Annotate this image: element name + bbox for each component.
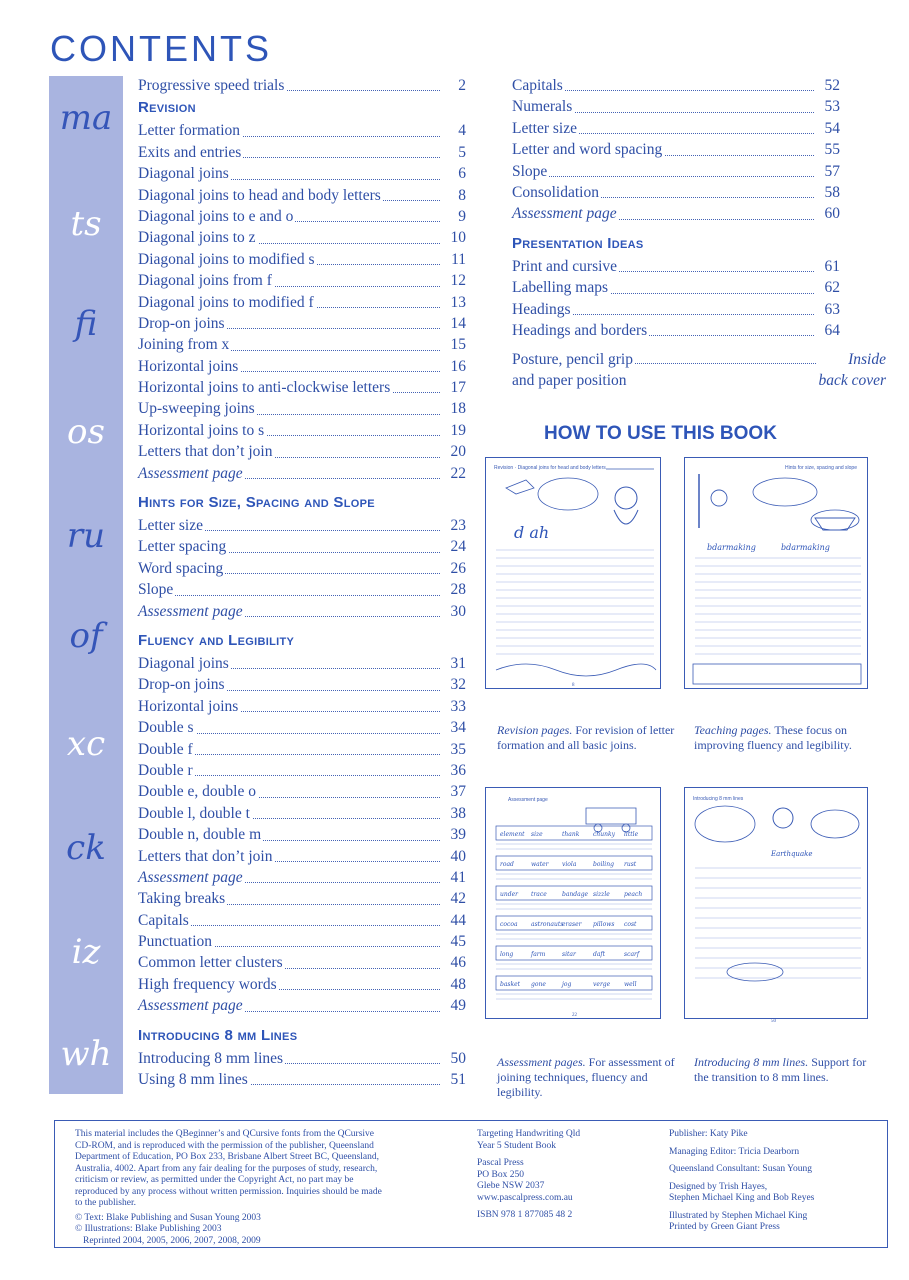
contents-entry — [138, 515, 466, 536]
entry-page-number: 9 — [440, 206, 466, 227]
thumb-header-text: Assessment page — [508, 797, 548, 803]
entry-page-number: 32 — [440, 674, 466, 695]
text-credit: © Text: Blake Publishing and Susan Young 2003 — [75, 1212, 261, 1223]
entry-label: Capitals — [138, 911, 189, 929]
contents-entry — [512, 182, 840, 203]
entry-page-number: 60 — [814, 203, 840, 224]
strip-letter: ts — [70, 204, 102, 244]
contents-entry — [512, 277, 840, 298]
contents-entry — [512, 203, 840, 224]
contents-entry — [138, 952, 466, 973]
thumb-word: jog — [562, 981, 572, 988]
contents-entry-posture — [512, 349, 886, 393]
contents-entry — [138, 142, 466, 163]
contents-entry — [512, 96, 840, 117]
entry-page-number: back cover — [818, 372, 886, 390]
contents-entry — [138, 334, 466, 355]
entry-page-number: 4 — [440, 120, 466, 141]
thumb-word: trace — [531, 891, 547, 898]
section-heading: Revision — [138, 99, 196, 117]
thumb-word: sizzle — [593, 891, 610, 898]
entry-page-number: 57 — [814, 161, 840, 182]
entry-page-number: 17 — [440, 377, 466, 398]
entry-label: Assessment page — [138, 464, 243, 482]
entry-label: Diagonal joins to head and body letters — [138, 186, 381, 204]
contents-entry — [138, 824, 466, 845]
thumb-word: element — [500, 831, 525, 838]
contents-entry — [138, 249, 466, 270]
contents-entry — [138, 803, 466, 824]
entry-page-number: 52 — [814, 75, 840, 96]
credits: Publisher: Katy Pike Managing Editor: Tricia Dearborn Queensland Consultant: Susan Young Designed by Trish Hayes, Stephen Michael King and Bob Reyes Illustrated by Stephen Michael King Printed by Green Giant Press — [669, 1129, 815, 1232]
contents-entry — [138, 579, 466, 600]
entry-page-number: 39 — [440, 824, 466, 845]
contents-right-column — [512, 75, 886, 393]
contents-entry — [138, 601, 466, 622]
entry-label: Horizontal joins — [138, 357, 239, 375]
contents-entry — [512, 118, 840, 139]
strip-letter: ma — [59, 98, 113, 138]
entry-label: Joining from x — [138, 336, 230, 354]
contents-entry — [138, 653, 466, 674]
contents-entry — [138, 292, 466, 313]
entry-page-number: 15 — [440, 334, 466, 355]
entry-page-number: 14 — [440, 313, 466, 334]
entry-label: Double n, double m — [138, 826, 262, 844]
entry-label: Assessment page — [138, 997, 243, 1015]
entry-label: Horizontal joins to s — [138, 421, 265, 439]
entry-page-number: 50 — [440, 1048, 466, 1069]
entry-page-number: 5 — [440, 142, 466, 163]
thumb-word: viola — [562, 861, 577, 868]
section-heading: Hints for Size, Spacing and Slope — [138, 494, 375, 512]
entry-label: Letters that don’t join — [138, 847, 273, 865]
teaching-page-thumbnail — [684, 457, 868, 689]
entry-label: Posture, pencil grip — [512, 351, 633, 369]
entry-label: High frequency words — [138, 975, 277, 993]
entry-page-number: 63 — [814, 299, 840, 320]
entry-page-number: 23 — [440, 515, 466, 536]
entry-label: Introducing 8 mm lines — [138, 1049, 284, 1067]
isbn: ISBN 978 1 877085 48 2 — [477, 1210, 573, 1220]
contents-entry — [138, 674, 466, 695]
entry-label: Letter formation — [138, 122, 240, 140]
contents-entry — [512, 299, 840, 320]
entry-label: Diagonal joins to modified f — [138, 293, 314, 311]
contents-entry — [138, 463, 466, 484]
entry-page-number: 33 — [440, 696, 466, 717]
caption-eight-mm: Introducing 8 mm lines. Support for the transition to 8 mm lines. — [694, 1055, 867, 1084]
strip-letter: wh — [60, 1034, 112, 1074]
entry-page-number: 37 — [440, 781, 466, 802]
thumb-word: basket — [500, 981, 521, 988]
contents-entry — [138, 313, 466, 334]
thumb-word: peach — [624, 891, 643, 898]
thumb-header-text: Introducing 8 mm lines — [693, 796, 744, 802]
entry-label: Headings and borders — [512, 321, 648, 339]
copyright-line: This material includes the QBeginner’s and QCursive fonts from the QCursive — [75, 1129, 375, 1139]
copyright-line: criticism or review, as permitted under the Copyright Act, no part may be — [75, 1175, 354, 1185]
entry-page-number: 49 — [440, 995, 466, 1016]
entry-label: Diagonal joins — [138, 165, 229, 183]
entry-page-number: 30 — [440, 601, 466, 622]
entry-page-number: 38 — [440, 803, 466, 824]
entry-label: Diagonal joins from f — [138, 272, 272, 290]
contents-entry — [138, 185, 466, 206]
entry-page-number: 2 — [440, 75, 466, 96]
entry-page-number: 54 — [814, 118, 840, 139]
entry-page-number: 46 — [440, 952, 466, 973]
entry-label: Numerals — [512, 98, 573, 116]
contents-entry — [138, 910, 466, 931]
contents-entry — [138, 536, 466, 557]
contents-entry — [138, 888, 466, 909]
entry-label: Progressive speed trials — [138, 77, 285, 94]
thumb-word: astronauts — [531, 921, 564, 928]
entry-label: Double s — [138, 719, 194, 737]
contents-entry — [138, 696, 466, 717]
strip-letter: os — [67, 412, 105, 452]
contents-entry — [138, 781, 466, 802]
entry-page-number: 26 — [440, 558, 466, 579]
entry-page-number: 20 — [440, 441, 466, 462]
entry-label: Letters that don’t join — [138, 443, 273, 461]
contents-entry — [138, 377, 466, 398]
reprint-line: Reprinted 2004, 2005, 2006, 2007, 2008, 2009 — [83, 1235, 261, 1246]
contents-entry — [138, 867, 466, 888]
contents-entry — [138, 356, 466, 377]
entry-label: Assessment page — [138, 868, 243, 886]
contents-entry — [138, 739, 466, 760]
section-heading: Presentation Ideas — [512, 234, 644, 252]
thumb-word: bdarmaking — [781, 543, 830, 552]
contents-entry — [138, 441, 466, 462]
entry-page-number: 41 — [440, 867, 466, 888]
thumb-word: rust — [624, 861, 637, 868]
contents-entry — [138, 1069, 466, 1090]
entry-label: Drop-on joins — [138, 676, 225, 694]
contents-entry — [512, 256, 840, 277]
copyright-line: CD-ROM, and is reproduced with the permission of the publisher, Queensland — [75, 1140, 374, 1151]
strip-letter: ck — [66, 828, 106, 868]
imprint-box — [54, 1120, 888, 1248]
entry-page-number: 12 — [440, 270, 466, 291]
entry-page-number: 31 — [440, 653, 466, 674]
entry-page-number: 16 — [440, 356, 466, 377]
entry-label: Diagonal joins to modified s — [138, 250, 315, 268]
book-details: Targeting Handwriting Qld Year 5 Student Book Pascal Press PO Box 250 Glebe NSW 2037 www.pascalpress.com.au ISBN 978 1 877085 48 2 — [477, 1129, 581, 1220]
thumb-word: bdarmaking — [707, 543, 756, 552]
entry-label: Consolidation — [512, 183, 599, 201]
copyright-line: to the publisher. — [75, 1198, 136, 1208]
entry-page-number: 48 — [440, 974, 466, 995]
copyright-line: Department of Education, PO Box 233, Brisbane Albert Street BC, Queensland, — [75, 1152, 379, 1162]
entry-page-number: 28 — [440, 579, 466, 600]
copyright-line: reproduced by any process without written permission. Inquiries should be made — [75, 1186, 382, 1197]
entry-label: and paper position — [512, 372, 627, 390]
entry-page-number: 8 — [440, 185, 466, 206]
eight-mm-page-thumbnail — [684, 787, 868, 1024]
entry-label: Assessment page — [138, 602, 243, 620]
contents-entry — [138, 163, 466, 184]
strip-letter: xc — [66, 724, 106, 764]
contents-entry — [138, 75, 466, 96]
entry-label: Labelling maps — [512, 279, 608, 297]
thumb-word: under — [500, 891, 518, 898]
thumb-word: well — [624, 981, 637, 988]
thumb-word: long — [500, 951, 514, 958]
decorative-letter-strip — [49, 76, 123, 1094]
thumb-word: cocoa — [500, 921, 518, 928]
entry-page-number: 53 — [814, 96, 840, 117]
entry-page-number: 55 — [814, 139, 840, 160]
thumb-page-number: 50 — [771, 1019, 776, 1024]
contents-entry — [138, 398, 466, 419]
thumb-word: size — [531, 831, 543, 838]
thumb-word: scarf — [624, 951, 640, 958]
entry-label: Headings — [512, 300, 571, 318]
thumb-word: sitar — [562, 951, 576, 958]
strip-letter: of — [69, 616, 103, 656]
entry-page-number: 34 — [440, 717, 466, 738]
dot-leader — [138, 595, 440, 596]
contents-entry — [512, 320, 840, 341]
entry-page-number: 62 — [814, 277, 840, 298]
contents-entry — [138, 760, 466, 781]
strip-letter: ru — [66, 516, 106, 556]
copyright-line: Australia, 4002. Apart from any fair dealing for the purposes of study, research, — [75, 1163, 378, 1174]
thumb-word: farm — [531, 951, 546, 958]
entry-label: Letter and word spacing — [512, 141, 663, 159]
thumb-word: cost — [624, 921, 637, 928]
entry-page-number: 22 — [440, 463, 466, 484]
contents-entry — [512, 75, 840, 96]
assessment-page-thumbnail — [485, 787, 661, 1019]
strip-letter: fi — [74, 304, 98, 344]
thumb-header-text: Revision · Diagonal joins for head and body letters — [494, 465, 606, 471]
entry-label: Up-sweeping joins — [138, 400, 255, 418]
entry-page-number: 6 — [440, 163, 466, 184]
contents-entry — [138, 846, 466, 867]
entry-label: Capitals — [512, 77, 563, 94]
entry-page-number: 45 — [440, 931, 466, 952]
contents-entry — [138, 120, 466, 141]
entry-label: Letter spacing — [138, 538, 227, 556]
entry-label: Assessment page — [512, 205, 617, 223]
entry-label: Diagonal joins to z — [138, 229, 256, 247]
entry-page-number: 10 — [440, 227, 466, 248]
revision-page-thumbnail — [485, 457, 661, 689]
contents-entry — [138, 931, 466, 952]
thumb-big-letters: d ah — [514, 523, 550, 542]
thumb-page-number: 8 — [572, 683, 575, 688]
thumb-page-number: 22 — [572, 1013, 577, 1018]
entry-label: Double e, double o — [138, 783, 256, 801]
entry-page-number: 42 — [440, 888, 466, 909]
section-heading: Fluency and Legibility — [138, 631, 295, 649]
entry-page-number: 58 — [814, 182, 840, 203]
entry-label: Word spacing — [138, 559, 224, 577]
entry-label: Exits and entries — [138, 143, 242, 161]
contents-entry — [138, 270, 466, 291]
thumb-word: pillows — [593, 921, 615, 928]
entry-label: Common letter clusters — [138, 954, 283, 972]
thumb-word: daft — [593, 951, 606, 958]
entry-page-number: 44 — [440, 910, 466, 931]
entry-label: Slope — [138, 581, 174, 599]
entry-page-number: 18 — [440, 398, 466, 419]
dot-leader — [512, 176, 814, 177]
entry-label: Drop-on joins — [138, 314, 225, 332]
entry-page-number: 11 — [440, 249, 466, 270]
thumb-word: boiling — [593, 861, 614, 868]
thumb-header-text: Hints for size, spacing and slope — [785, 465, 857, 471]
entry-page-number: 19 — [440, 420, 466, 441]
contents-left-column — [138, 75, 466, 1090]
entry-label: Diagonal joins — [138, 654, 229, 672]
entry-page-number: 35 — [440, 739, 466, 760]
entry-label: Print and cursive — [512, 257, 618, 275]
entry-page-number: 61 — [814, 256, 840, 277]
contents-entry — [512, 139, 840, 160]
entry-page-number: 40 — [440, 846, 466, 867]
entry-label: Punctuation — [138, 933, 213, 951]
contents-entry — [138, 420, 466, 441]
thumb-word: road — [500, 861, 514, 868]
page-title: CONTENTS — [50, 28, 272, 69]
thumb-word: water — [531, 861, 549, 868]
entry-page-number: 13 — [440, 292, 466, 313]
how-to-heading: HOW TO USE THIS BOOK — [544, 423, 777, 444]
entry-label: Letter size — [138, 517, 203, 535]
contents-entry — [138, 995, 466, 1016]
entry-page-number: 51 — [440, 1069, 466, 1090]
entry-label: Diagonal joins to e and o — [138, 207, 294, 225]
thumb-word: eraser — [562, 921, 582, 928]
entry-page-number: 64 — [814, 320, 840, 341]
thumb-word: thank — [562, 831, 580, 838]
entry-label: Double l, double t — [138, 804, 250, 822]
illustration-credit: © Illustrations: Blake Publishing 2003 — [75, 1224, 222, 1234]
entry-label: Horizontal joins to anti-clockwise letters — [138, 379, 391, 397]
contents-entry — [512, 161, 840, 182]
thumb-word: chunky — [593, 831, 615, 838]
thumb-word: gone — [531, 981, 546, 988]
thumb-word: bandage — [562, 891, 589, 898]
caption-revision: Revision pages. For revision of letter formation and all basic joins. — [497, 723, 675, 752]
copyright-notice — [75, 1129, 382, 1247]
contents-entry — [138, 974, 466, 995]
entry-label: Using 8 mm lines — [138, 1071, 248, 1089]
entry-page-number: 36 — [440, 760, 466, 781]
caption-assessment: Assessment pages. For assessment of joining techniques, fluency and legibility. — [497, 1055, 675, 1099]
thumb-word: verge — [593, 981, 611, 988]
entry-label: Taking breaks — [138, 890, 226, 908]
contents-entry — [138, 558, 466, 579]
strip-letter: iz — [71, 932, 101, 972]
thumb-word: little — [624, 831, 639, 838]
thumb-word: Earthquake — [771, 850, 813, 858]
entry-page-number: Inside — [848, 351, 886, 369]
contents-entry — [138, 206, 466, 227]
section-heading: Introducing 8 mm Lines — [138, 1026, 298, 1044]
contents-entry — [138, 1048, 466, 1069]
entry-label: Double f — [138, 740, 193, 758]
entry-page-number: 24 — [440, 536, 466, 557]
contents-entry — [138, 227, 466, 248]
contents-entry — [138, 717, 466, 738]
entry-label: Letter size — [512, 119, 577, 137]
caption-teaching: Teaching pages. These focus on improving fluency and legibility. — [694, 723, 852, 752]
entry-label: Slope — [512, 162, 548, 180]
entry-label: Horizontal joins — [138, 697, 239, 715]
entry-label: Double r — [138, 761, 193, 779]
